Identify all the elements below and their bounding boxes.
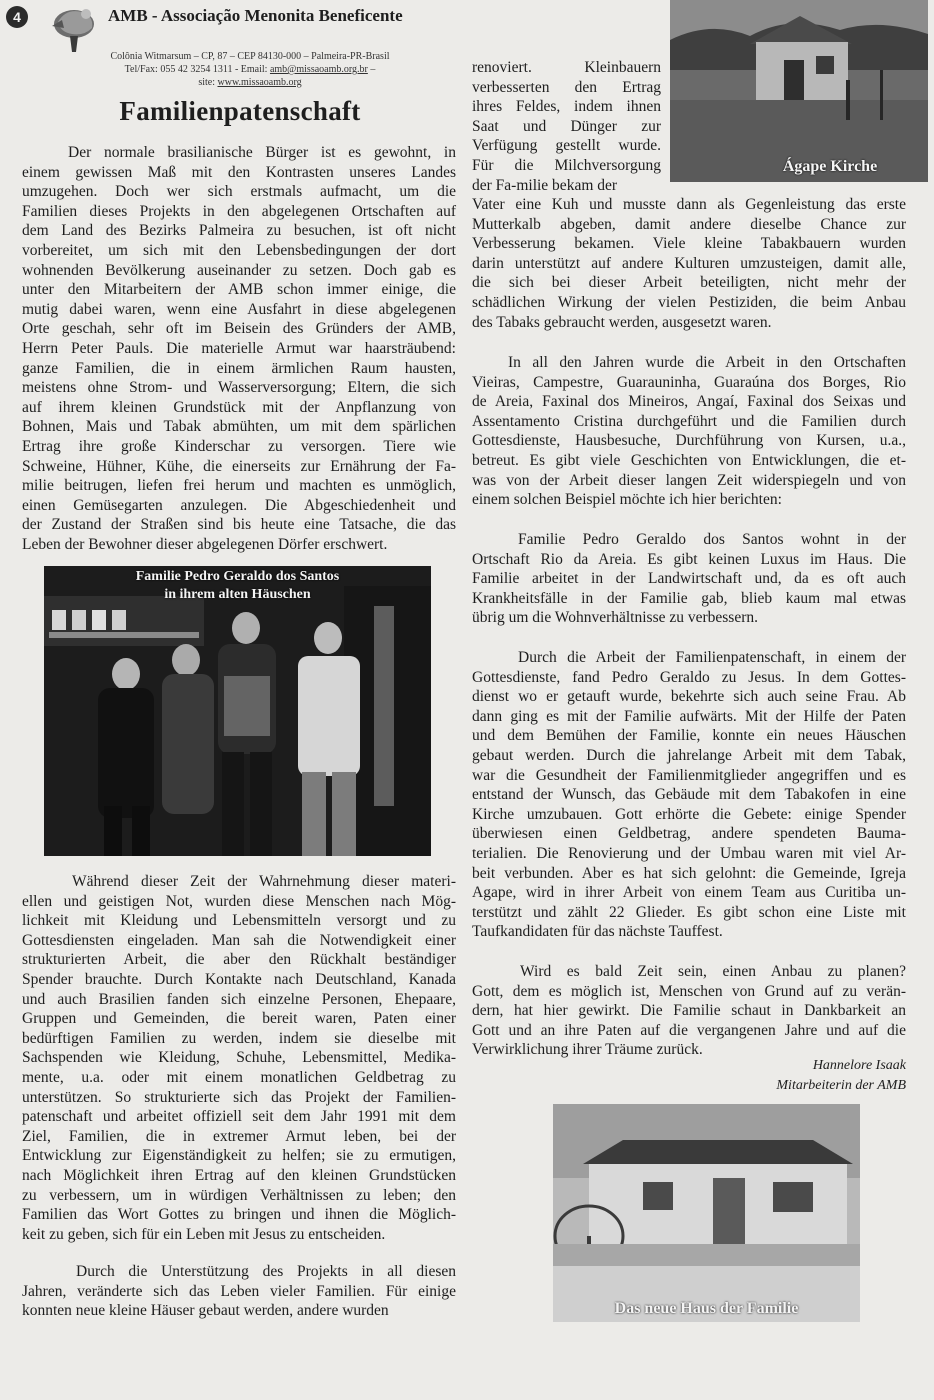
family-caption-line-1: Familie Pedro Geraldo dos Santos [135, 569, 340, 584]
text-line: de Areia, Faxinal dos Mineiros, Angaí, Faxinal dos Seixas und [472, 393, 906, 411]
text-line: Durch die Unterstützung des Projekts in all diesen [76, 1263, 456, 1280]
text-line: Der normale brasilianische Bürger ist es gewohnt, in [68, 144, 456, 161]
text-line: strukturierten Arbeit, die aber den Rückhalt beständiger [22, 951, 456, 969]
family-photo-image [44, 566, 431, 856]
church-photo-caption: Ágape Kirche [782, 158, 878, 175]
text-line: was von der Arbeit dieser langen Zeit widerspiegeln und von [472, 471, 906, 489]
org-name: AMB - Associação Menonita Beneficente [108, 6, 403, 25]
text-line: Ziel, Familien, die in extremer Armut leben, bei der [22, 1127, 456, 1145]
text-line: Familie arbeitet in der Landwirtschaft und, da es oft auch [472, 570, 906, 588]
text-line: Orte geschah, sehr oft im Beisein des Gründers der AMB, [22, 320, 456, 338]
text-line: einem solchen Beispiel möchte ich hier berichten: [472, 491, 782, 509]
contact-block [60, 50, 440, 89]
contact-site [60, 76, 440, 89]
text-line: meistens ohne Strom- und Wasserversorgung; Eltern, die sich [22, 379, 456, 397]
text-line: verbesserten den Ertrag [472, 78, 661, 96]
text-line: auf ihrem kleinen Grundstück mit der Anpflanzung von [22, 398, 456, 416]
text-line: Herrn Peter Pauls. Die materielle Armut war haarsträubend: [22, 339, 456, 357]
email-link[interactable]: amb@missaoamb.org.br [269, 64, 368, 75]
text-line: beit verbunden. Aber es hat sich gelohnt: die Gemeinde, Igreja [472, 864, 906, 882]
family-photo-caption [44, 568, 431, 604]
text-line: Gott, dem es möglich ist, Menschen von Grund auf zu verän- [472, 982, 906, 1000]
text-line: Familie Pedro Geraldo dos Santos wohnt in der [518, 531, 906, 548]
contact-dash: – [367, 64, 376, 75]
text-line: einen Gemüsegarten anzulegen. Die Abgeschiedenheit und [22, 496, 456, 514]
text-line: ellen und geistigen Not, wurden diese Menschen nach Mög- [22, 892, 456, 910]
text-line: Gottesdiensten eingeladen. Man sah die Notwendigkeit einer [22, 931, 456, 949]
text-line: Für die Milchversorgung [472, 156, 661, 174]
text-line: Schweine, Hühner, Kühe, die einerseits zur Ernährung der Fa- [22, 457, 456, 475]
signature-role: Mitarbeiterin der AMB [776, 1078, 906, 1093]
text-line: keit zu geben, sich für ein Leben mit Jesus zu entscheiden. [22, 1225, 386, 1243]
text-line: dienst wo er getauft wurde, bekehrte sich auch seine Frau. Ab [472, 688, 906, 706]
text-line: dem Land des Bezirks Palmeira zu besuchen, ist oft nicht [22, 222, 456, 240]
text-line: des Tabaks gebraucht werden, ausgesetzt waren. [472, 313, 772, 331]
site-label: site: [198, 77, 218, 88]
contact-phone-email [60, 63, 440, 76]
text-line: der Fa-milie bekam der [472, 176, 618, 194]
text-line: Jahren, veränderte sich das Leben vieler Familien. Für einige [22, 1282, 456, 1300]
text-line: patenschaft und arbeitet offiziell seit dem Jahr 1991 mit dem [22, 1108, 456, 1126]
text-line: gebaut werden. Durch die jahrelange Arbeit mit dem Tabak, [472, 746, 906, 764]
text-line: renoviert. Kleinbauern [472, 59, 661, 76]
text-line: terialien. Die Renovierung und der Umbau waren mit viel Ar- [472, 844, 906, 862]
text-line: der Zustand der Straßen sind bis heute eine Tatsache, die das [22, 516, 456, 534]
house-photo-caption: Das neue Haus der Familie [614, 1300, 799, 1317]
family-caption-line-2: in ihrem alten Häuschen [164, 587, 311, 602]
text-line: Durch die Arbeit der Familienpatenschaft, in einem der [518, 649, 906, 666]
text-line: Familien dieses Projekts in den abgelegenen Ortschaften auf [22, 202, 456, 220]
text-line: Kirche umzubauen. Gott erhörte die Gebete: einige Spender [472, 805, 906, 823]
text-line: Gott und an ihre Paten auf die vergangenen Jahre und auf die [472, 1021, 906, 1039]
text-line: dann ging es mit der Familie aufwärts. Mit der Hilfe der Paten [472, 707, 906, 725]
text-line: und dem Bemühen der Familie, konnte ein neues Häuschen [472, 727, 906, 745]
text-line: Ortschaft Rio da Areia. Es gibt keinen Luxus im Haus. Die [472, 550, 906, 568]
text-line: Vater eine Kuh und musste dann als Gegenleistung das erste [472, 196, 906, 213]
contact-address: Colônia Witmarsum – CP, 87 – CEP 84130-000 – Palmeira-PR-Brasil [110, 51, 390, 62]
text-line: Saat und Dünger zur [472, 117, 661, 135]
left-paragraph-2 [22, 872, 456, 1244]
left-paragraph-1 [22, 143, 456, 554]
right-paragraph-1-wide [472, 195, 906, 332]
signature-name: Hannelore Isaak [812, 1058, 906, 1073]
site-link[interactable]: www.missaoamb.org [217, 77, 302, 88]
text-line: Während dieser Zeit der Wahrnehmung dieser materi- [72, 873, 456, 890]
house-photo-image [553, 1104, 860, 1322]
amb-logo [48, 2, 104, 54]
family-photo [44, 566, 431, 856]
text-line: vorbereitet, um sich mit den Lebensbedingungen der dort [22, 241, 456, 259]
text-line: schädlichen Wirkung der vielen Pestiziden, die beim Anbau [472, 293, 906, 311]
text-line: Wird es bald Zeit sein, einen Anbau zu planen? [520, 963, 906, 980]
text-line: ganze Familien, die in einem ärmlichen Raum hausten, [22, 359, 456, 377]
text-line: ihres Feldes, indem ihnen [472, 98, 661, 116]
text-line: dern, hat hier gewirkt. Die Familie schaut in Dankbarkeit an [472, 1002, 906, 1020]
text-line: überwiesen einen Geldbetrag, andere spendeten Bauma- [472, 825, 906, 843]
text-line: Agape, wird in ihrer Arbeit von einem Team aus Curitiba un- [472, 884, 906, 902]
text-line: war die Gesundheit der Familienmitglieder angegriffen und es [472, 766, 906, 784]
text-line: Gottesdienste, fand Pedro Geraldo zu Jesus. In dem Gottes- [472, 668, 906, 686]
text-line: Leben der Bewohner dieser abgelegenen Dörfer erschwert. [22, 535, 388, 553]
text-line: Verfügung gestellt wurde. [472, 137, 661, 155]
text-line: betreut. Es gibt viele Geschichten von Entwicklungen, die et- [472, 451, 906, 469]
text-line: Verbesserung bekamen. Viele kleine Tabakbauern wurden [472, 235, 906, 253]
text-line: Krankheitsfälle in der Familie gab, blieb kaum mal etwas [472, 589, 906, 607]
right-paragraph-4 [472, 648, 906, 942]
text-line: einem gewissen Maß mit den Kontrasten unseres Landes [22, 163, 456, 181]
text-line: Vieiras, Campestre, Guarauninha, Guaraúna dos Borges, Rio [472, 373, 906, 391]
text-line: In all den Jahren wurde die Arbeit in den Ortschaften [508, 354, 906, 371]
left-paragraph-3 [22, 1262, 456, 1321]
text-line: Taufkandidaten für das nächste Tauffest. [472, 923, 723, 941]
church-photo [670, 0, 928, 182]
text-line: Familien das Wort Gottes zu bringen und ihnen die Möglich- [22, 1206, 456, 1224]
text-line: lichkeit mit Kleidung und Lebensmitteln versorgt und zu [22, 912, 456, 930]
right-paragraph-3 [472, 530, 906, 628]
text-line: und auch Brasilien fanden sich einzelne Personen, Ehepaare, [22, 990, 456, 1008]
text-line: Sachspenden wie Kleidung, Schuhe, Lebensmittel, Medika- [22, 1049, 456, 1067]
text-line: mente, u.a. oder mit einem monatlichen Geldbetrag zu [22, 1068, 456, 1086]
text-line: Spender brauchte. Durch Kontakte nach Deutschland, Kanada [22, 970, 456, 988]
right-paragraph-2 [472, 353, 906, 510]
text-line: entstand der Wunsch, das Gebäude mit dem Tabakofen in eine [472, 786, 906, 804]
text-line: umzugehen. Doch wer sich erstmals aufmacht, um die [22, 183, 456, 201]
right-paragraph-5 [472, 962, 906, 1060]
text-line: Assentamento Cristina durchgeführt und die Familien durch [472, 412, 906, 430]
house-photo [553, 1104, 860, 1322]
text-line: Bohnen, Mais und Tabak abmühten, um mit dem spärlichen [22, 418, 456, 436]
text-line: wohnenden Bevölkerung auseinander zu setzen. Doch gab es [22, 261, 456, 279]
text-line: mutig dabei waren, wenn eine Ausfahrt in diese abgelegenen [22, 300, 456, 318]
text-line: die sich bei dieser Arbeit beteiligten, nicht mehr der [472, 274, 906, 292]
church-photo-image [670, 0, 928, 182]
text-line: bedürftigen Familien zu werden, indem sie dieselbe mit [22, 1029, 456, 1047]
text-line: Verwirklichung ihrer Träume zurück. [472, 1041, 703, 1059]
text-line: zu verbessern, um in würdigen Verhältnissen zu leben; den [22, 1186, 456, 1204]
text-line: übrig um die Wohnverhältnisse zu verbessern. [472, 609, 759, 627]
text-line: Gottesdienste, Hausbesuche, Durchführung von Kursen, u.a., [472, 432, 906, 450]
right-paragraph-1-narrow [472, 58, 661, 195]
text-line: Mutterkalb abgeben, damit andere dieselbe Chance zur [472, 215, 906, 233]
text-line: konnten neue kleine Häuser gebaut werden, andere wurden [22, 1302, 389, 1320]
text-line: Ertrag ihre große Kinderschar zu versorgen. Tiere wie [22, 437, 456, 455]
article-title: Familienpatenschaft [119, 96, 361, 126]
contact-phone: Tel/Fax: 055 42 3254 1311 - Email: [124, 64, 270, 75]
text-line: darin unterstützt auf andere Kulturen umzusteigen, damit alle, [472, 254, 906, 272]
text-line: unter den Mitarbeitern der AMB schon immer einige, die [22, 281, 456, 299]
text-line: Gruppen und Gemeinden, die bereit waren, Paten einer [22, 1010, 456, 1028]
text-line: nach Möglichkeit ihren Ertrag auf den kleinen Grundstücken [22, 1166, 456, 1184]
page-number: 4 [6, 6, 28, 28]
text-line: milie beitrugen, liefen frei herum und machten es unmöglich, [22, 477, 456, 495]
text-line: unterstützen. So strukturierte sich das Projekt der Familien- [22, 1088, 456, 1106]
text-line: terstützt und zählt 22 Glieder. Es gibt schon eine Liste mit [472, 903, 906, 921]
text-line: Entwicklung zur Eigenständigkeit zu helfen; sie zu ermutigen, [22, 1147, 456, 1165]
